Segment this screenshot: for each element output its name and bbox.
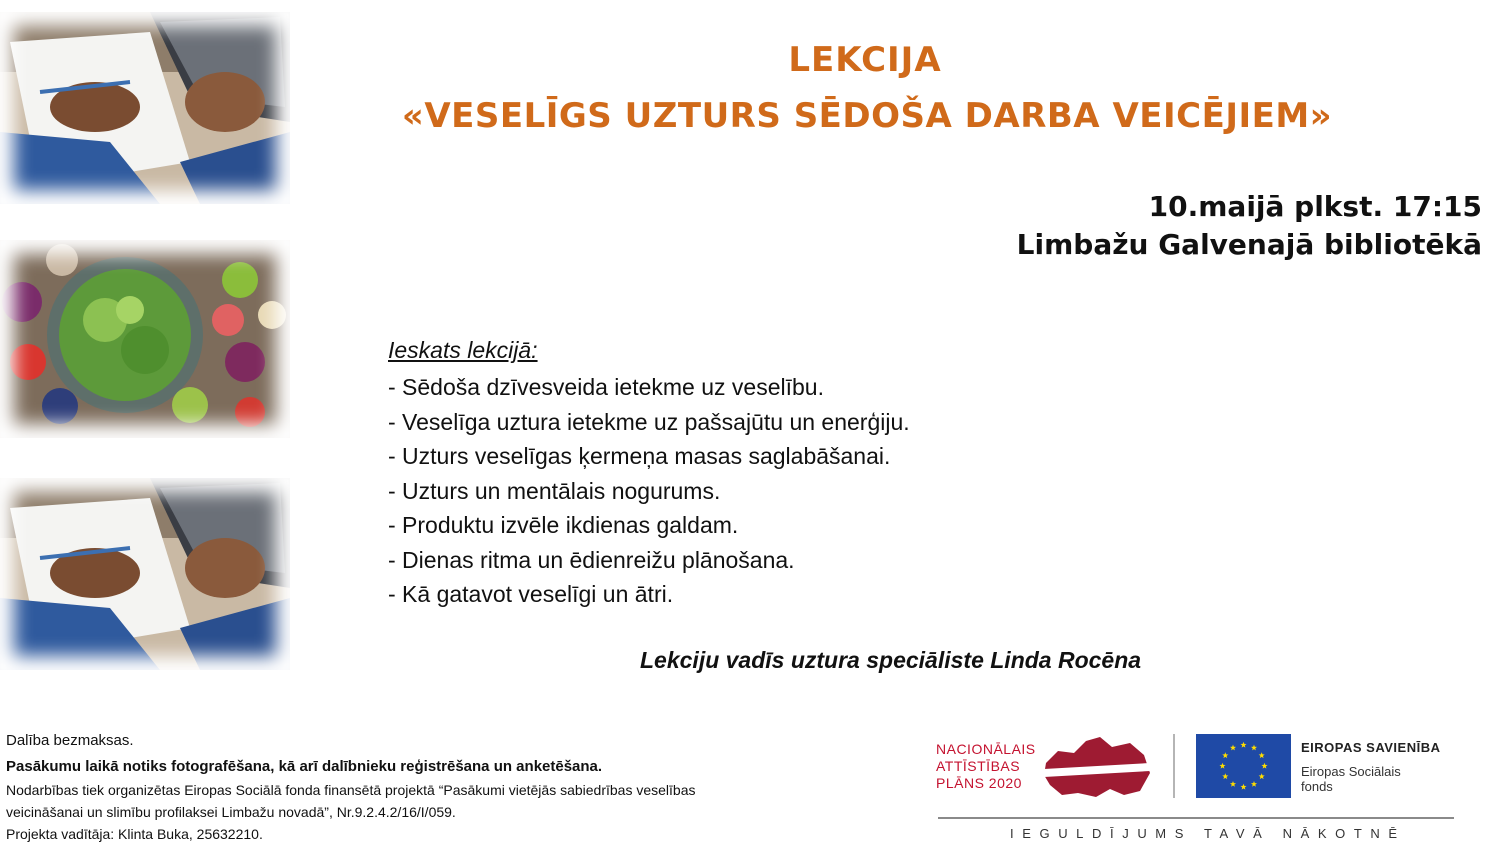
event-venue: Limbažu Galvenajā bibliotēkā bbox=[1016, 228, 1482, 261]
nap-logo-text bbox=[936, 741, 1036, 792]
esf-label: fonds bbox=[1301, 779, 1333, 794]
project-note-line2: veicināšanai un slimību profilaksei Limbažu novadā”, Nr.9.2.4.2/16/I/059. bbox=[6, 804, 456, 820]
list-item: - Produktu izvēle ikdienas galdam. bbox=[388, 512, 739, 538]
lecturer-line: Lekciju vadīs uztura speciāliste Linda Rocēna bbox=[640, 647, 1142, 673]
list-item: - Dienas ritma un ēdienreižu plānošana. bbox=[388, 546, 795, 573]
laptop-writing-photo bbox=[0, 478, 290, 670]
eu-flag-icon bbox=[1196, 734, 1291, 798]
project-note-line1: Nodarbības tiek organizētas Eiropas Sociālā fonda finansētā projektā “Pasākumi vietējās sabiedrības veselības bbox=[6, 782, 696, 798]
logo-divider bbox=[1173, 734, 1175, 798]
lecture-subtitle: «VESELĪGS UZTURS SĒDOŠA DARBA VEICĒJIEM» bbox=[401, 96, 1333, 136]
footer-rule bbox=[938, 817, 1454, 819]
list-item: - Uzturs un mentālais nogurums. bbox=[388, 477, 721, 504]
latvia-map-logo bbox=[1040, 733, 1152, 799]
list-item: - Sēdoša dzīvesveida ietekme uz veselību. bbox=[388, 374, 824, 400]
nap-line: ATTĪSTĪBAS bbox=[936, 758, 1021, 774]
photography-note: Pasākumu laikā notiks fotografēšana, kā arī dalībnieku reģistrēšana un anketēšana. bbox=[6, 758, 603, 775]
participation-note: Dalība bezmaksas. bbox=[6, 732, 134, 749]
overview-heading: Ieskats lekcijā: bbox=[388, 337, 538, 363]
list-item: - Uzturs veselīgas ķermeņa masas saglabāšanai. bbox=[388, 443, 891, 469]
lecture-title: LEKCIJA bbox=[788, 40, 942, 80]
nap-line: PLĀNS 2020 bbox=[936, 775, 1022, 791]
list-item: - Kā gatavot veselīgi un ātri. bbox=[388, 581, 674, 607]
nap-line: NACIONĀLAIS bbox=[936, 741, 1036, 757]
event-datetime: 10.maijā plkst. 17:15 bbox=[1148, 190, 1482, 223]
esf-label: Eiropas Sociālais bbox=[1301, 764, 1401, 779]
slogan: IEGULDĪJUMS TAVĀ NĀKOTNĒ bbox=[1010, 826, 1406, 841]
salad-bowls-photo bbox=[0, 240, 290, 438]
eu-title: EIROPAS SAVIENĪBA bbox=[1301, 740, 1441, 755]
project-manager-contact: Projekta vadītāja: Klinta Buka, 25632210. bbox=[6, 826, 263, 842]
topic-list bbox=[388, 370, 910, 612]
list-item: - Veselīga uztura ietekme uz pašsajūtu un enerģiju. bbox=[388, 408, 910, 435]
